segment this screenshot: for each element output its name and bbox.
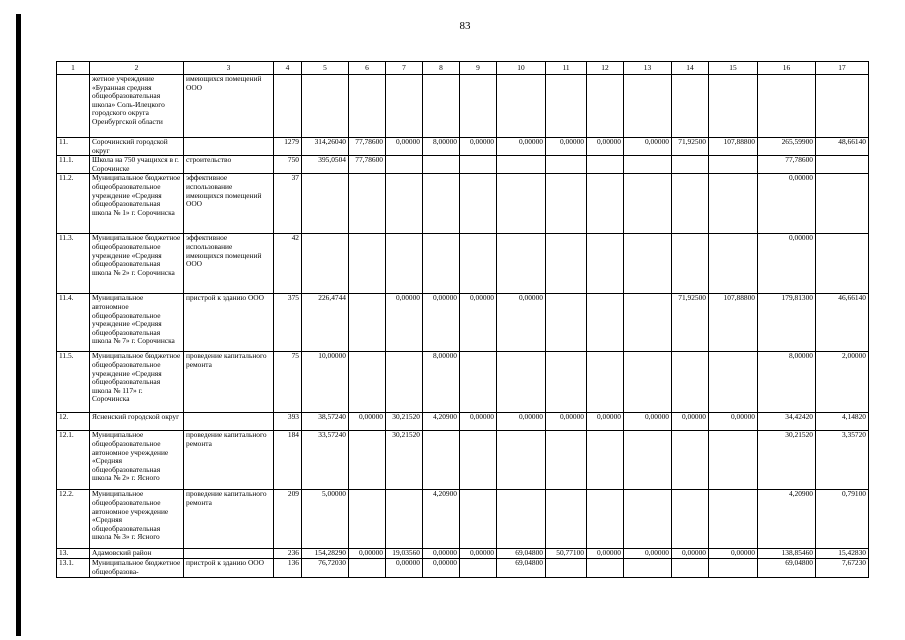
table-cell: 11. [57,138,90,156]
table-cell [349,234,386,294]
column-header: 16 [758,62,816,75]
table-row [57,352,869,413]
table-cell: Адамовский район [90,549,184,559]
table-cell: 71,92500 [672,138,709,156]
table-cell [587,431,624,490]
table-cell: 0,00000 [672,549,709,559]
table-cell [624,156,672,174]
column-header: 11 [546,62,587,75]
table-cell: 42 [274,234,302,294]
table-cell: 8,00000 [758,352,816,413]
table-body [57,75,869,578]
table-cell: 0,00000 [386,294,423,352]
table-cell: 0,00000 [709,413,758,431]
table-cell: 69,04800 [497,549,546,559]
table-cell: 0,00000 [546,413,587,431]
table-cell [709,352,758,413]
table-row [57,549,869,559]
table-cell [460,431,497,490]
table-cell [184,138,274,156]
table-row [57,234,869,294]
table-row [57,559,869,577]
table-cell: 3,35720 [816,431,869,490]
table-cell: 11.5. [57,352,90,413]
table-cell [386,174,423,234]
table-cell [816,234,869,294]
table-cell [349,490,386,549]
table-cell [460,75,497,138]
table-cell [497,234,546,294]
table-cell: 393 [274,413,302,431]
left-margin-bar [16,14,21,636]
table-cell: 0,00000 [497,138,546,156]
table-cell [709,156,758,174]
table-cell [709,559,758,577]
table-cell [587,352,624,413]
table-cell: 0,00000 [423,559,460,577]
table-cell: 77,78600 [349,156,386,174]
table-cell [546,75,587,138]
table-cell: 15,42830 [816,549,869,559]
table-cell [709,75,758,138]
table-cell [624,294,672,352]
table-cell: 0,00000 [460,549,497,559]
table-cell: 0,00000 [497,294,546,352]
column-header: 10 [497,62,546,75]
table-cell [184,549,274,559]
table-cell [423,174,460,234]
table-row [57,413,869,431]
table-cell: 4,20900 [423,490,460,549]
table-row [57,174,869,234]
table-cell: 375 [274,294,302,352]
table-cell: 0,00000 [758,234,816,294]
table-cell: 12. [57,413,90,431]
table-cell [624,490,672,549]
table-cell: 265,59900 [758,138,816,156]
table-cell: 69,04800 [758,559,816,577]
column-header: 14 [672,62,709,75]
table-cell [423,75,460,138]
table-cell: 4,14820 [816,413,869,431]
table-cell: 30,21520 [386,413,423,431]
table-cell: 136 [274,559,302,577]
table-cell: 12.2. [57,490,90,549]
column-header: 1 [57,62,90,75]
table-cell: Ясненский городской округ [90,413,184,431]
table-cell: 1279 [274,138,302,156]
table-row [57,156,869,174]
column-header: 15 [709,62,758,75]
table-cell: 107,88800 [709,138,758,156]
table-cell: 46,66140 [816,294,869,352]
table-cell: 138,85460 [758,549,816,559]
column-header: 3 [184,62,274,75]
table-cell: жетное учреждение «Буранная средняя общеобразовательная школа» Соль-Илецкого городского округа Оренбургской области [90,75,184,138]
table-cell: 50,77100 [546,549,587,559]
table-cell: 2,00000 [816,352,869,413]
table-cell: 107,88800 [709,294,758,352]
table-cell: 77,78600 [349,138,386,156]
column-header: 9 [460,62,497,75]
table-cell [302,75,349,138]
table-cell [386,75,423,138]
table-cell: 5,00000 [302,490,349,549]
table-cell: 0,00000 [758,174,816,234]
table-cell [816,174,869,234]
table-cell [546,431,587,490]
table-cell [497,174,546,234]
table-cell: 314,26040 [302,138,349,156]
table-cell [709,234,758,294]
table-cell: проведение капитального ремонта [184,431,274,490]
table-cell: 4,20900 [758,490,816,549]
table-cell [386,352,423,413]
table-cell: 395,0504 [302,156,349,174]
table-cell [460,352,497,413]
table-cell: 10,00000 [302,352,349,413]
column-header: 7 [386,62,423,75]
table-cell: проведение капитального ремонта [184,490,274,549]
table-cell: Муниципальное бюджетное общеобразовательное учреждение «Средняя общеобразовательная школа № 117» г. Сорочинска [90,352,184,413]
table-cell [546,559,587,577]
table-cell: 0,00000 [423,549,460,559]
report-table [56,61,869,578]
table-cell [546,234,587,294]
table-cell [349,431,386,490]
table-cell: 0,00000 [672,413,709,431]
table-cell: 13.1. [57,559,90,577]
table-cell [497,156,546,174]
table-cell: 236 [274,549,302,559]
table-cell [709,431,758,490]
column-header: 13 [624,62,672,75]
table-cell: пристрой к зданию ООО [184,559,274,577]
table-cell: 69,04800 [497,559,546,577]
table-cell: 0,00000 [460,138,497,156]
table-cell [672,352,709,413]
table-cell: Муниципальное общеобразовательное автономное учреждение «Средняя общеобразовательная школа № 3» г. Ясного [90,490,184,549]
table-cell [57,75,90,138]
table-cell [546,294,587,352]
table-cell [624,234,672,294]
table-cell [672,559,709,577]
table-cell [758,75,816,138]
table-cell [546,174,587,234]
table-cell [460,234,497,294]
table-cell [349,75,386,138]
table-cell [672,75,709,138]
table-cell: 226,4744 [302,294,349,352]
table-cell [386,156,423,174]
table-cell [587,75,624,138]
table-cell: 0,00000 [624,413,672,431]
table-cell [816,156,869,174]
table-cell [349,174,386,234]
table-cell: Муниципальное бюджетное общеобразовательное учреждение «Средняя общеобразовательная школа № 2» г. Сорочинска [90,234,184,294]
table-cell [587,294,624,352]
table-cell [349,294,386,352]
column-header: 6 [349,62,386,75]
table-cell: 0,00000 [349,413,386,431]
table-cell: эффективное использование имеющихся помещений ООО [184,234,274,294]
table-cell: Сорочинский городской округ [90,138,184,156]
table-cell: 77,78600 [758,156,816,174]
table-cell [460,156,497,174]
table-cell: 179,81300 [758,294,816,352]
table-cell [672,431,709,490]
table-cell [624,559,672,577]
table-cell [587,559,624,577]
table-cell [546,352,587,413]
table-cell: имеющихся помещений ООО [184,75,274,138]
table-cell: 0,00000 [386,559,423,577]
table-cell [497,431,546,490]
table-cell: 0,00000 [497,413,546,431]
table-cell [587,490,624,549]
page-number: 83 [459,20,471,32]
table-cell: 0,00000 [587,413,624,431]
table-cell [460,174,497,234]
table-row [57,75,869,138]
column-header: 4 [274,62,302,75]
table-cell [624,431,672,490]
table-cell: 209 [274,490,302,549]
table-cell: 30,21520 [386,431,423,490]
table-cell [672,156,709,174]
table-cell: 0,00000 [624,138,672,156]
table-cell [184,413,274,431]
table-row [57,294,869,352]
column-header: 17 [816,62,869,75]
table-cell [546,490,587,549]
table-cell: 0,00000 [423,294,460,352]
table-cell: Муниципальное общеобразовательное автономное учреждение «Средняя общеобразовательная школа № 2» г. Ясного [90,431,184,490]
table-cell: 0,79100 [816,490,869,549]
table-cell: 71,92500 [672,294,709,352]
table-cell: 12.1. [57,431,90,490]
table-cell [587,156,624,174]
table-cell: 0,00000 [546,138,587,156]
table-cell: 75 [274,352,302,413]
table-cell [423,234,460,294]
table-cell [624,174,672,234]
table-cell [423,156,460,174]
table-cell: 76,72030 [302,559,349,577]
table-cell: 13. [57,549,90,559]
table-cell: 8,00000 [423,352,460,413]
table-cell: строительство [184,156,274,174]
table-cell: 0,00000 [587,138,624,156]
table-cell: 0,00000 [624,549,672,559]
table-cell: 19,03560 [386,549,423,559]
table-cell [816,75,869,138]
table-cell: 48,66140 [816,138,869,156]
table-cell [587,234,624,294]
table-cell: 0,00000 [386,138,423,156]
table-cell: проведение капитального ремонта [184,352,274,413]
column-header: 8 [423,62,460,75]
column-header: 12 [587,62,624,75]
table-cell: 0,00000 [460,294,497,352]
table-row [57,490,869,549]
table-cell: 11.2. [57,174,90,234]
table-cell [423,431,460,490]
table-cell [460,490,497,549]
table-cell: 184 [274,431,302,490]
header-row [57,62,869,75]
table-cell: 11.1. [57,156,90,174]
table-cell [497,75,546,138]
table-cell [386,234,423,294]
table-cell: пристрой к зданию ООО [184,294,274,352]
table-cell [672,234,709,294]
table-cell [709,174,758,234]
table-cell [497,490,546,549]
table-cell: 4,20900 [423,413,460,431]
table-cell: 11.4. [57,294,90,352]
table-cell: 38,57240 [302,413,349,431]
table-cell [709,490,758,549]
table-cell [624,352,672,413]
column-header: 5 [302,62,349,75]
table-cell: Муниципальное автономное общеобразовательное учреждение «Средняя общеобразовательная школа № 7» г. Сорочинска [90,294,184,352]
table-cell: эффективное использование имеющихся помещений ООО [184,174,274,234]
table-cell: 7,67230 [816,559,869,577]
table-cell: Школа на 750 учащихся в г. Сорочинске [90,156,184,174]
table-cell [302,234,349,294]
table-row [57,431,869,490]
table-cell: 154,28290 [302,549,349,559]
table-row [57,138,869,156]
table-cell: 37 [274,174,302,234]
table-cell: 30,21520 [758,431,816,490]
table-cell: 8,00000 [423,138,460,156]
table-cell [302,174,349,234]
table-cell [460,559,497,577]
table-cell: 0,00000 [349,549,386,559]
table-cell: Муниципальное бюджетное общеобразовательное учреждение «Средняя общеобразовательная школа № 1» г. Сорочинска [90,174,184,234]
table-cell: 33,57240 [302,431,349,490]
table-cell [587,174,624,234]
table-cell [274,75,302,138]
table-cell: 11.3. [57,234,90,294]
table-cell: 34,42420 [758,413,816,431]
table-cell [349,559,386,577]
table-cell: 0,00000 [587,549,624,559]
table-cell [672,174,709,234]
table-cell: 0,00000 [709,549,758,559]
table-cell [497,352,546,413]
table-cell [546,156,587,174]
table-cell: 0,00000 [460,413,497,431]
table-cell [624,75,672,138]
table-cell: 750 [274,156,302,174]
column-header: 2 [90,62,184,75]
table-cell [386,490,423,549]
table-cell [349,352,386,413]
table-cell: Муниципальное бюджетное общеобразова- [90,559,184,577]
table-cell [672,490,709,549]
